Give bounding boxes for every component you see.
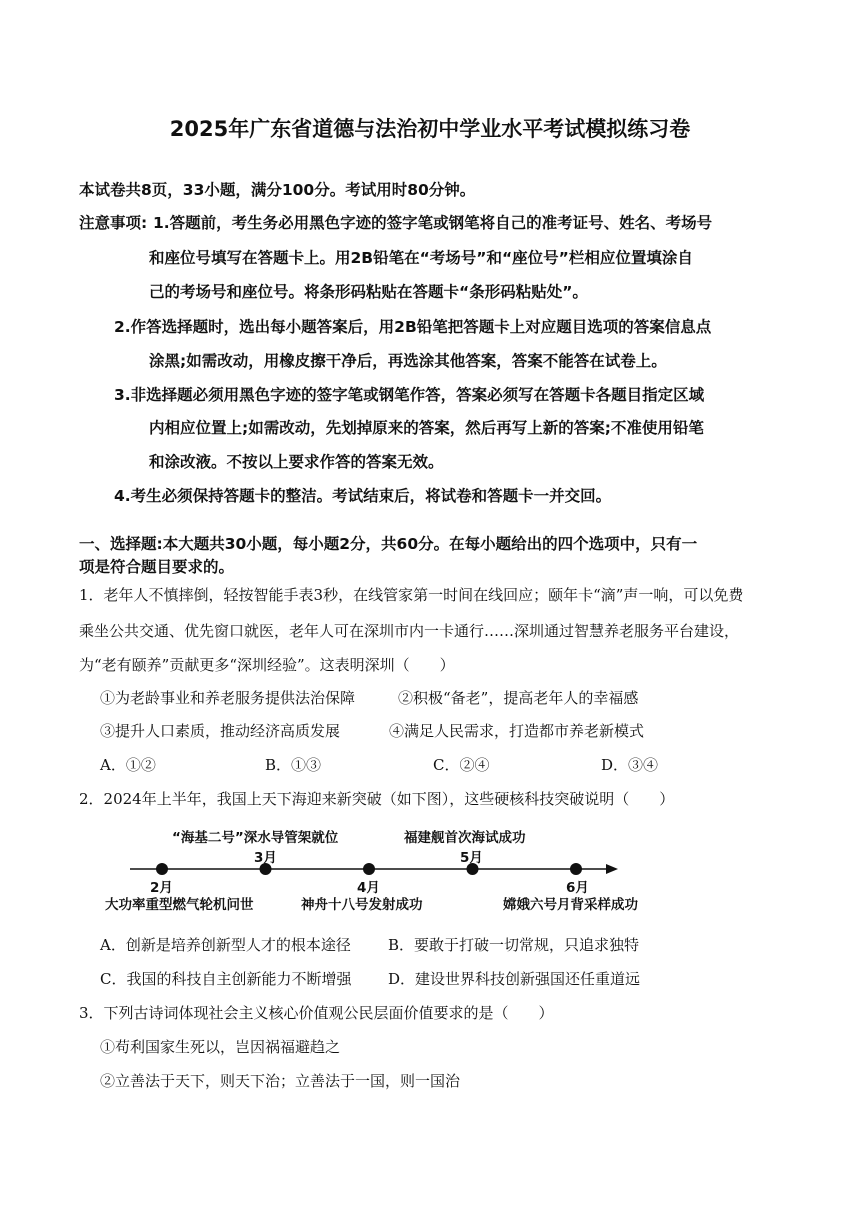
timeline-month-mar: 3月 (254, 850, 277, 866)
timeline-arrow-head (606, 864, 618, 874)
q2-option-b: B．要敢于打破一切常规，只追求独特 (388, 936, 640, 954)
timeline-month-feb: 2月 (150, 880, 173, 896)
q2-stem-line-1: 2．2024年上半年，我国上天下海迎来新突破（如下图），这些硬核科技突破说明（ ） (79, 790, 675, 808)
q1-option-a: A．①② (100, 756, 156, 774)
intro-text: 本试卷共8页，33小题，满分100分。考试用时80分钟。 (79, 181, 476, 199)
notice-item-3-line-3: 和涂改液。不按以上要求作答的答案无效。 (149, 453, 444, 471)
q3-stem-line-1: 3．下列古诗词体现社会主义核心价值观公民层面价值要求的是（ ） (79, 1004, 554, 1022)
q3-statement-2: ②立善法于天下，则天下治；立善法于一国，则一国治 (100, 1072, 461, 1090)
notice-item-1-line-3: 己的考场号和座位号。将条形码粘贴在答题卡“条形码粘贴处”。 (149, 283, 588, 301)
q1-stem-line-2: 乘坐公共交通、优先窗口就医，老年人可在深圳市内一卡通行……深圳通过智慧养老服务平台建设， (79, 622, 740, 640)
timeline-event-apr: 神舟十八号发射成功 (301, 897, 423, 913)
timeline-month-may: 5月 (460, 850, 483, 866)
q2-option-d: D．建设世界科技创新强国还任重道远 (388, 970, 641, 988)
q3-statement-1: ①苟利国家生死以，岂因祸福避趋之 (100, 1038, 341, 1056)
section-heading-line-1: 一、选择题:本大题共30小题，每小题2分，共60分。在每小题给出的四个选项中，只有一 (79, 535, 698, 553)
q1-option-c: C．②④ (433, 756, 490, 774)
timeline-dot (570, 863, 582, 875)
page-title: 2025年广东省道德与法治初中学业水平考试模拟练习卷 (169, 117, 691, 141)
q1-option-b: B．①③ (265, 756, 322, 774)
q2-option-a: A．创新是培养创新型人才的根本途径 (100, 936, 351, 954)
timeline-event-feb: 大功率重型燃气轮机问世 (105, 897, 254, 913)
q1-stem-line-1: 1．老年人不慎摔倒，轻按智能手表3秒，在线管家第一时间在线回应；颐年卡“滴”声一响，可以免费 (79, 586, 744, 604)
notice-item-3-line-2: 内相应位置上;如需改动，先划掉原来的答案，然后再写上新的答案;不准使用铅笔 (149, 419, 704, 437)
q2-option-c: C．我国的科技自主创新能力不断增强 (100, 970, 352, 988)
timeline-event-mar: “海基二号”深水导管架就位 (172, 830, 339, 846)
q1-statement-2: ②积极“备老”，提高老年人的幸福感 (398, 689, 639, 707)
notice-item-1-line-1: 1.答题前，考生务必用黑色字迹的签字笔或钢笔将自己的准考证号、姓名、考场号 (153, 214, 713, 232)
timeline-event-may: 福建舰首次海试成功 (404, 830, 526, 846)
notice-item-2-line-2: 涂黑;如需改动，用橡皮擦干净后，再选涂其他答案，答案不能答在试卷上。 (149, 352, 667, 370)
q1-statement-1: ①为老龄事业和养老服务提供法治保障 (100, 689, 356, 707)
notice-item-1-line-2: 和座位号填写在答题卡上。用2B铅笔在“考场号”和“座位号”栏相应位置填涂自 (149, 249, 693, 267)
timeline-dot (363, 863, 375, 875)
notice-item-2-line-1: 2.作答选择题时，选出每小题答案后，用2B铅笔把答题卡上对应题目选项的答案信息点 (114, 318, 712, 336)
timeline-dot (156, 863, 168, 875)
section-heading-line-2: 项是符合题目要求的。 (79, 558, 235, 576)
q1-statement-4: ④满足人民需求，打造都市养老新模式 (389, 722, 645, 740)
notice-item-3-line-1: 3.非选择题必须用黑色字迹的签字笔或钢笔作答，答案必须写在答题卡各题目指定区域 (114, 386, 705, 404)
timeline-month-jun: 6月 (566, 880, 589, 896)
notice-label: 注意事项: (79, 214, 148, 232)
q1-stem-line-3: 为“老有颐养”贡献更多“深圳经验”。这表明深圳（ ） (79, 656, 455, 674)
timeline-month-apr: 4月 (357, 880, 380, 896)
timeline-event-jun: 嫦娥六号月背采样成功 (503, 897, 638, 913)
q1-statement-3: ③提升人口素质，推动经济高质发展 (100, 722, 341, 740)
notice-item-4-line-1: 4.考生必须保持答题卡的整洁。考试结束后，将试卷和答题卡一并交回。 (114, 487, 612, 505)
q1-option-d: D．③④ (601, 756, 659, 774)
